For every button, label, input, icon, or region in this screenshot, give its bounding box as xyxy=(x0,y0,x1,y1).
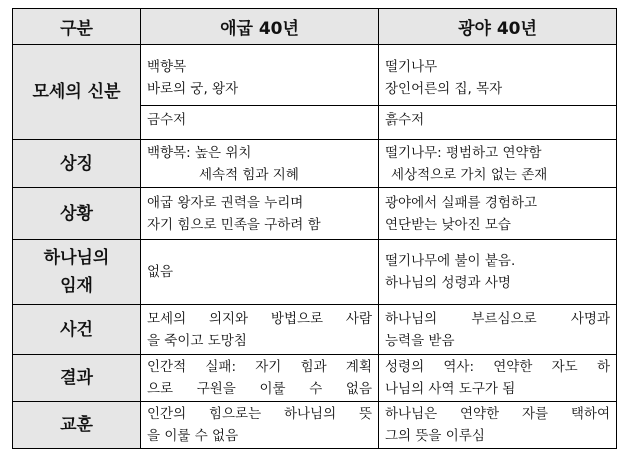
cell-line: 능력을 받음 xyxy=(385,332,455,349)
header-egypt-40-years: 애굽 40년 xyxy=(141,9,379,45)
row-moses-status xyxy=(13,45,617,140)
header-wilderness-40-years: 광야 40년 xyxy=(379,9,617,45)
cell-egypt-presence xyxy=(141,240,379,305)
row-label-line: 하나님의 xyxy=(43,248,110,268)
cell-wilderness-lesson xyxy=(379,402,617,449)
row-event xyxy=(13,305,617,355)
cell-egypt-situation xyxy=(141,188,379,240)
cell-egypt-event xyxy=(141,305,379,355)
cell-egypt-lesson xyxy=(141,402,379,449)
cell-wilderness-status xyxy=(379,45,617,140)
cell-line: 흙수저 xyxy=(385,111,425,128)
cell-line: 백향목 xyxy=(147,58,187,75)
cell-line: 나님의 사역 도구가 됨 xyxy=(385,381,516,397)
cell-line: 바로의 궁, 왕자 xyxy=(141,78,378,106)
cell-line: 을 이룰 수 없음 xyxy=(147,428,239,444)
cell-line: 백향목: 높은 위치 xyxy=(147,144,252,161)
cell-line: 세상적으로 가치 없는 존재 xyxy=(391,166,548,183)
row-result xyxy=(13,355,617,402)
row-label-status: 모세의 신분 xyxy=(13,45,141,140)
row-gods-presence xyxy=(13,240,617,305)
cell-wilderness-situation xyxy=(379,188,617,240)
cell-line: 하나님의 성령과 사명 xyxy=(385,275,511,291)
cell-wilderness-symbol xyxy=(379,140,617,188)
cell-line: 떨기나무 xyxy=(385,58,438,75)
cell-line: 애굽 왕자로 권력을 누리며 xyxy=(147,194,304,211)
row-label-result: 결과 xyxy=(13,355,141,402)
row-symbol xyxy=(13,140,617,188)
cell-line: 떨기나무: 평범하고 연약함 xyxy=(385,144,542,161)
cell-line: 하나님의 부르심으로 사명과 xyxy=(385,310,610,327)
cell-line: 을 죽이고 도망침 xyxy=(147,332,247,349)
row-label-event: 사건 xyxy=(13,305,141,355)
row-label-line: 임재 xyxy=(60,276,93,296)
cell-wilderness-result xyxy=(379,355,617,402)
header-row xyxy=(13,9,617,45)
cell-line: 인간적 실패: 자기 힘과 계획 xyxy=(147,359,372,375)
cell-line: 인간의 힘으로는 하나님의 뜻 xyxy=(147,406,372,422)
row-situation xyxy=(13,188,617,240)
cell-line: 모세의 의지와 방법으로 사람 xyxy=(147,310,372,327)
cell-line: 없음 xyxy=(147,264,174,280)
cell-egypt-status xyxy=(141,45,379,140)
cell-line: 장인어른의 집, 목자 xyxy=(379,78,616,106)
cell-line: 으로 구원을 이룰 수 없음 xyxy=(147,381,372,397)
cell-egypt-symbol xyxy=(141,140,379,188)
header-category: 구분 xyxy=(13,9,141,45)
cell-line: 연단받는 낮아진 모습 xyxy=(385,216,511,233)
cell-egypt-result xyxy=(141,355,379,402)
cell-line: 성령의 역사: 연약한 자도 하 xyxy=(385,359,610,375)
cell-line: 떨기나무에 불이 붙음. xyxy=(385,253,516,269)
row-label-presence xyxy=(13,240,141,305)
cell-line: 그의 뜻을 이루심 xyxy=(385,428,485,444)
cell-line: 금수저 xyxy=(147,111,187,128)
cell-line: 세속적 힘과 지혜 xyxy=(199,166,299,183)
row-label-lesson: 교훈 xyxy=(13,402,141,449)
cell-wilderness-event xyxy=(379,305,617,355)
row-label-symbol: 상징 xyxy=(13,140,141,188)
comparison-table xyxy=(12,8,617,449)
cell-line: 광야에서 실패를 경험하고 xyxy=(385,194,538,211)
cell-line: 하나님은 연약한 자를 택하여 xyxy=(385,406,610,422)
row-lesson xyxy=(13,402,617,449)
row-label-situation: 상황 xyxy=(13,188,141,240)
cell-line: 자기 힘으로 민족을 구하려 함 xyxy=(147,216,321,233)
cell-wilderness-presence xyxy=(379,240,617,305)
